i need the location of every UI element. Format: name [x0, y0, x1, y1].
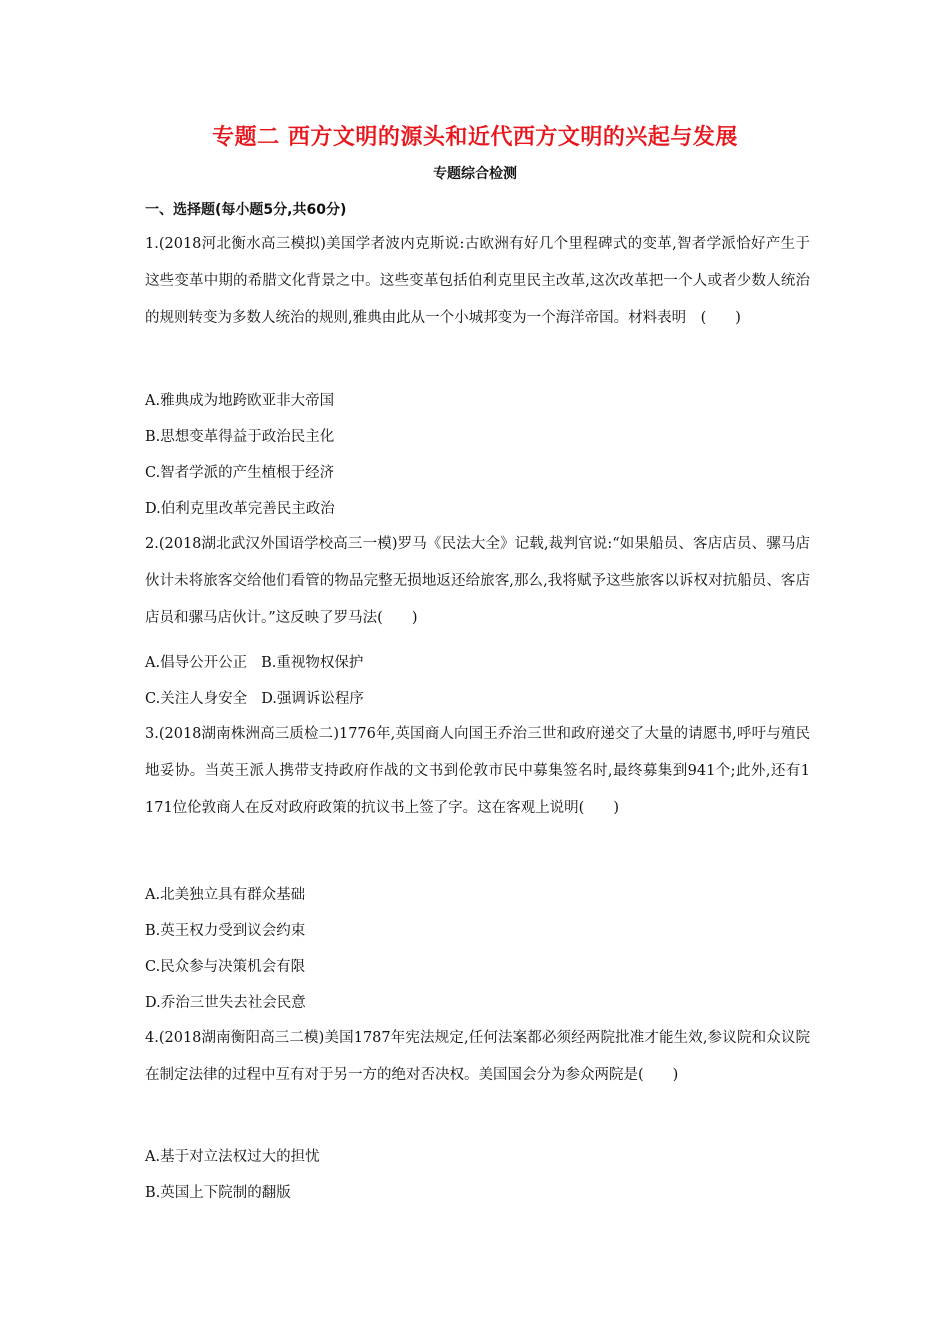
question-3-option-c: C.民众参与决策机会有限	[145, 959, 306, 975]
question-2-options-row-2	[145, 689, 364, 709]
page-title: 专题二 西方文明的源头和近代西方文明的兴起与发展	[212, 125, 738, 150]
question-3-option-d: D.乔治三世失去社会民意	[145, 995, 306, 1011]
question-2-option-d: D.强调诉讼程序	[261, 691, 364, 707]
question-4-option-b: B.英国上下院制的翻版	[145, 1185, 291, 1201]
question-4-text: 4.(2018湖南衡阳高三二模)美国1787年宪法规定,任何法案都必须经两院批准才能生效,参议院和众议院在制定法律的过程中互有对于另一方的绝对否决权。美国国会分为参众两院是( )	[145, 1030, 810, 1083]
question-2-option-b: B.重视物权保护	[261, 655, 364, 671]
question-1-option-b: B.思想变革得益于政治民主化	[145, 429, 335, 445]
question-1-text: 1.(2018河北衡水高三模拟)美国学者波内克斯说:古欧洲有好几个里程碑式的变革,智者学派恰好产生于这些变革中期的希腊文化背景之中。这些变革包括伯利克里民主改革,这次改革把一个人或者少数人统治的规则转变为多数人统治的规则,雅典由此从一个小城邦变为一个海洋帝国。材料表明 ( )	[145, 236, 810, 326]
question-2-option-a: A.倡导公开公正	[145, 655, 248, 671]
question-3-text: 3.(2018湖南株洲高三质检二)1776年,英国商人向国王乔治三世和政府递交了大量的请愿书,呼吁与殖民地妥协。当英王派人携带支持政府作战的文书到伦敦市民中募集签名时,最终募集到941个;此外,还有1 171位伦敦商人在反对政府政策的抗议书上签了字。这在客观上说明( )	[145, 726, 810, 816]
question-2-option-c: C.关注人身安全	[145, 691, 248, 707]
question-1-option-a: A.雅典成为地跨欧亚非大帝国	[145, 393, 335, 409]
question-2-options-row-1	[145, 653, 363, 673]
question-3-option-a: A.北美独立具有群众基础	[145, 887, 306, 903]
question-2-text: 2.(2018湖北武汉外国语学校高三一模)罗马《民法大全》记载,裁判官说:“如果船员、客店店员、骡马店伙计未将旅客交给他们看管的物品完整无损地返还给旅客,那么,我将赋予这些旅客以诉权对抗船员、客店店员和骡马店伙计。”这反映了罗马法( )	[145, 536, 810, 626]
section-heading: 一、选择题(每小题5分,共60分)	[145, 202, 347, 218]
question-4-option-a: A.基于对立法权过大的担忧	[145, 1149, 320, 1165]
question-3-option-b: B.英王权力受到议会约束	[145, 923, 306, 939]
question-1-option-d: D.伯利克里改革完善民主政治	[145, 501, 335, 517]
question-1-option-c: C.智者学派的产生植根于经济	[145, 465, 335, 481]
page-subtitle: 专题综合检测	[433, 166, 517, 182]
